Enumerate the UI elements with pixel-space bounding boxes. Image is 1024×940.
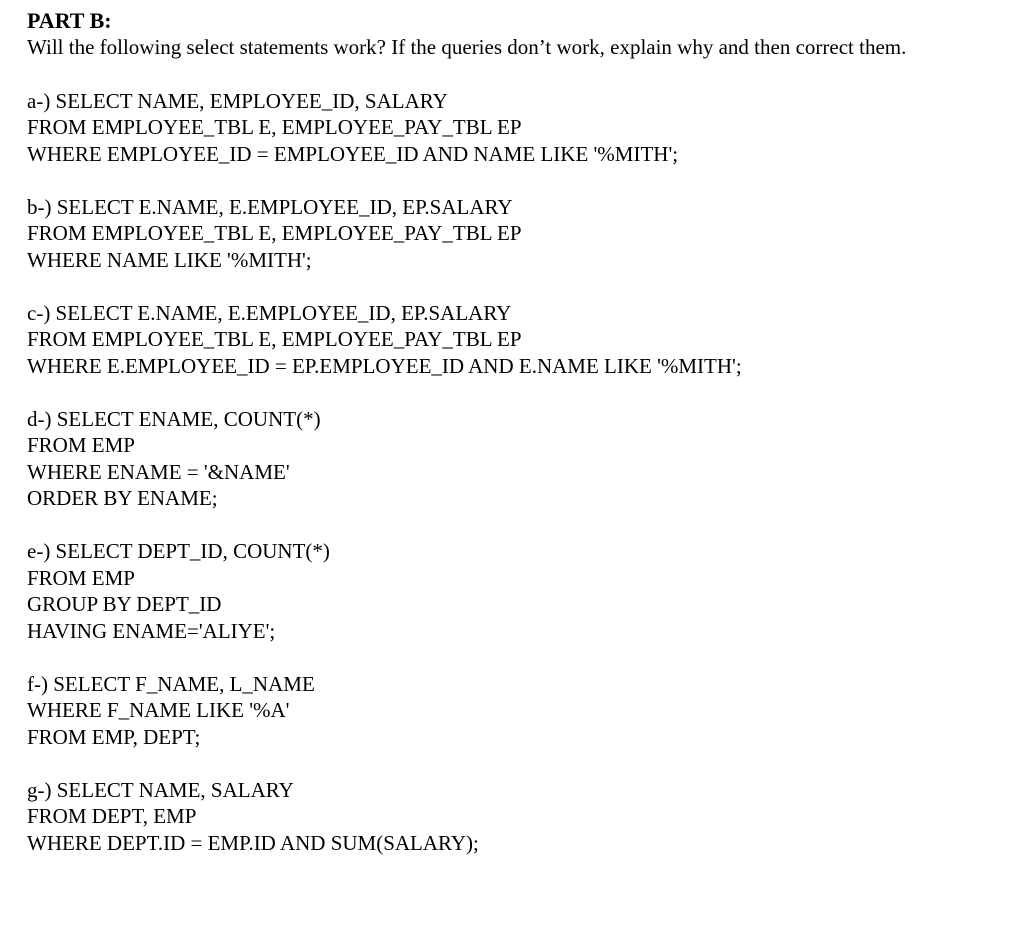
query-line: e-) SELECT DEPT_ID, COUNT(*)	[27, 539, 330, 563]
query-line: FROM EMP, DEPT;	[27, 724, 201, 749]
query-line: FROM EMP	[27, 433, 135, 457]
query-line: WHERE DEPT.ID = EMP.ID AND SUM(SALARY);	[27, 830, 479, 855]
query-line: WHERE EMPLOYEE_ID = EMPLOYEE_ID AND NAME LIKE '%MITH';	[27, 141, 679, 166]
query-line: ORDER BY ENAME;	[27, 486, 218, 510]
query-line: HAVING ENAME='ALIYE';	[27, 618, 276, 643]
query-line: FROM DEPT, EMP	[27, 804, 197, 828]
question-a	[27, 88, 1012, 168]
query-line: g-) SELECT NAME, SALARY	[27, 777, 294, 802]
query-line: WHERE NAME LIKE '%MITH';	[27, 247, 312, 272]
query-line: WHERE ENAME = '&NAME'	[27, 459, 290, 484]
question-g	[27, 777, 1012, 857]
document-page	[27, 7, 1012, 856]
query-line: a-) SELECT NAME, EMPLOYEE_ID, SALARY	[27, 88, 448, 113]
query-line: FROM EMPLOYEE_TBL E, EMPLOYEE_PAY_TBL EP	[27, 327, 522, 351]
question-b	[27, 194, 1012, 274]
query-line: f-) SELECT F_NAME, L_NAME	[27, 671, 315, 696]
question-f	[27, 671, 1012, 751]
query-line: b-) SELECT E.NAME, E.EMPLOYEE_ID, EP.SALARY	[27, 194, 513, 219]
query-line: WHERE F_NAME LIKE '%A'	[27, 698, 290, 722]
instructions-text: Will the following select statements work? If the queries don’t work, explain why and then correct them.	[27, 35, 907, 59]
question-e	[27, 538, 1012, 644]
query-line: WHERE E.EMPLOYEE_ID = EP.EMPLOYEE_ID AND E.NAME LIKE '%MITH';	[27, 353, 742, 378]
query-line: FROM EMP	[27, 565, 135, 590]
question-c	[27, 300, 1012, 380]
question-d	[27, 406, 1012, 512]
section-heading: PART B:	[27, 8, 112, 33]
query-line: d-) SELECT ENAME, COUNT(*)	[27, 406, 321, 431]
query-line: GROUP BY DEPT_ID	[27, 592, 222, 616]
query-line: c-) SELECT E.NAME, E.EMPLOYEE_ID, EP.SALARY	[27, 300, 512, 325]
query-line: FROM EMPLOYEE_TBL E, EMPLOYEE_PAY_TBL EP	[27, 221, 522, 245]
query-line: FROM EMPLOYEE_TBL E, EMPLOYEE_PAY_TBL EP	[27, 115, 522, 139]
